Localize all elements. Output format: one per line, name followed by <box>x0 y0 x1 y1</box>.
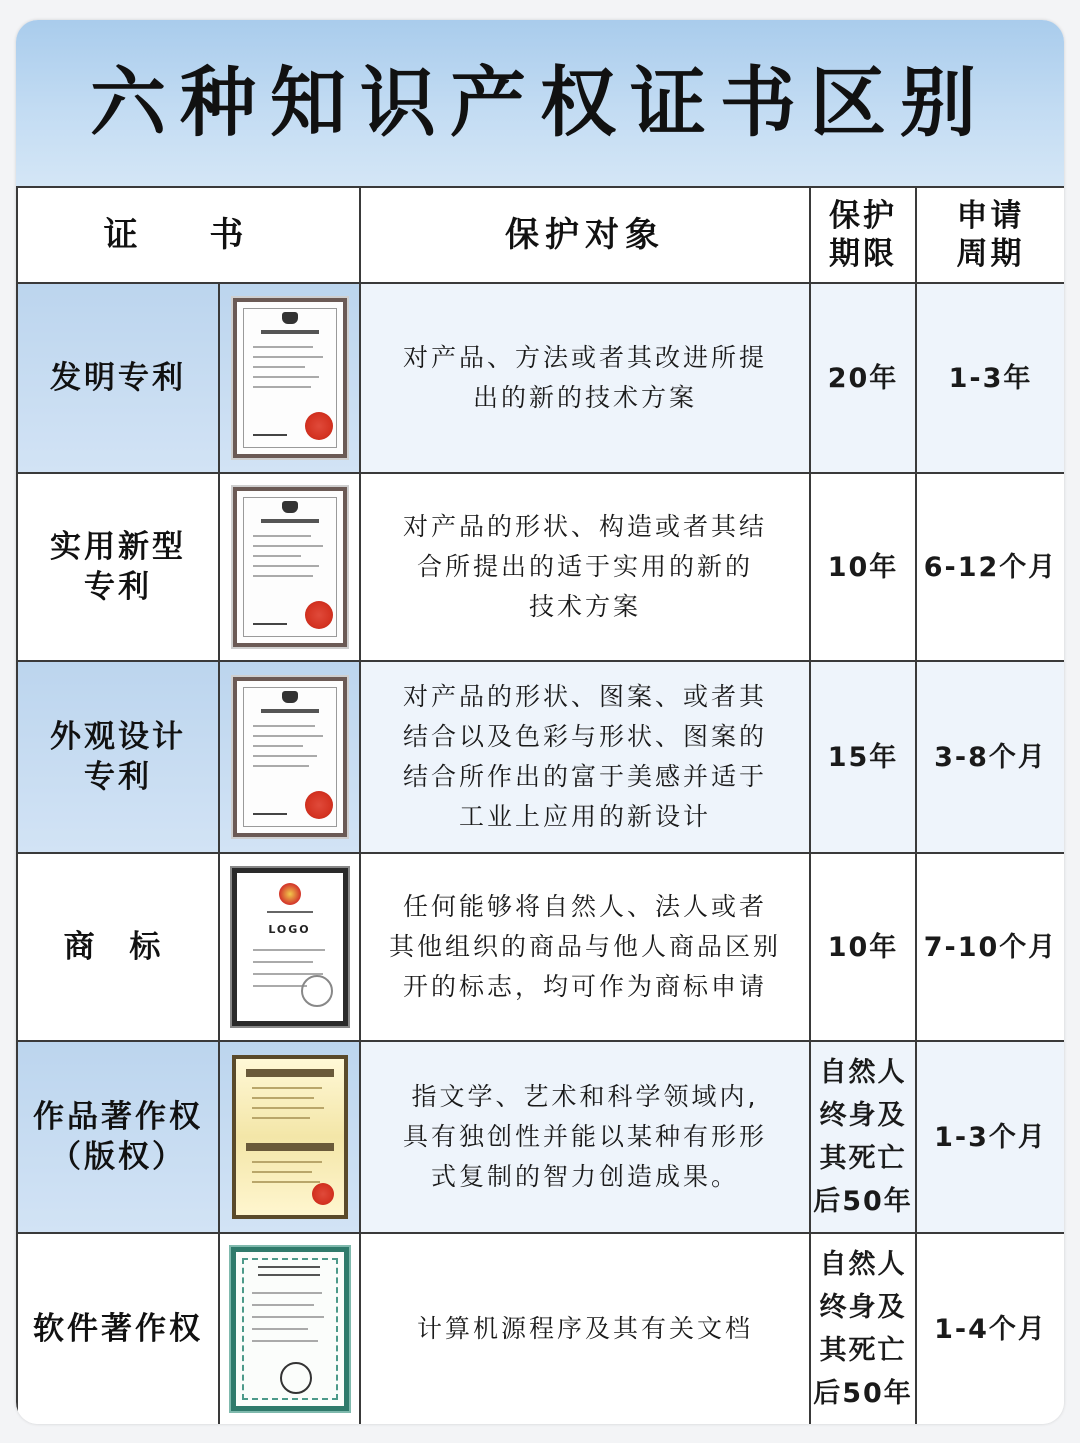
certificate-name-line: 发明专利 <box>50 360 186 396</box>
protection-object-line: 其他组织的商品与他人商品区别 <box>388 932 781 961</box>
header-cycle-line: 周期 <box>956 236 1025 272</box>
certificate-name-line: 实用新型 <box>50 529 186 565</box>
protection-object-line: 式复制的智力创造成果。 <box>430 1162 739 1191</box>
protection-term-line: 10年 <box>827 931 899 963</box>
certificate-name <box>17 1233 219 1424</box>
certificate-name-line: 商 标 <box>63 929 173 965</box>
protection-term-line: 15年 <box>827 741 899 773</box>
protection-object-line: 结合以及色彩与形状、图案的 <box>402 722 767 751</box>
table-row <box>17 473 1064 661</box>
application-cycle <box>916 1233 1064 1424</box>
certificate-name-line: 专利 <box>84 759 152 795</box>
comparison-sheet <box>16 20 1064 1424</box>
protection-object-line: 结合所作出的富于美感并适于 <box>402 762 767 791</box>
protection-object-line: 对产品的形状、图案、或者其 <box>402 682 767 711</box>
protection-object-line: 对产品的形状、构造或者其结 <box>402 512 767 541</box>
protection-object <box>360 283 810 473</box>
protection-object <box>360 1233 810 1424</box>
application-cycle <box>916 853 1064 1041</box>
application-cycle-line: 1-3年 <box>948 362 1033 394</box>
table-row <box>17 283 1064 473</box>
application-cycle-line: 6-12个月 <box>923 551 1058 583</box>
certificate-name <box>17 283 219 473</box>
certificate-name <box>17 473 219 661</box>
table-row <box>17 1041 1064 1233</box>
protection-object-line: 工业上应用的新设计 <box>458 802 711 831</box>
application-cycle-line: 3-8个月 <box>934 741 1047 773</box>
protection-object-line: 合所提出的适于实用的新的 <box>416 552 753 581</box>
application-cycle <box>916 661 1064 853</box>
design-patent-certificate-icon <box>233 677 347 837</box>
header-certificate: 证 书 <box>17 187 360 283</box>
page-title: 六种知识产权证书区别 <box>90 58 990 147</box>
certificate-name-line: 外观设计 <box>50 719 186 755</box>
protection-term-line: 20年 <box>827 362 899 394</box>
protection-term-line: 自然人 <box>819 1249 907 1280</box>
header-protection-object: 保护对象 <box>360 187 810 283</box>
certificate-name <box>17 853 219 1041</box>
certificate-name <box>17 661 219 853</box>
protection-object-line: 指文学、艺术和科学领域内, <box>411 1082 759 1111</box>
application-cycle-line: 1-4个月 <box>934 1313 1047 1345</box>
invention-patent-certificate-icon <box>233 298 347 458</box>
software-copyright-certificate-icon <box>231 1247 349 1411</box>
protection-object-line: 任何能够将自然人、法人或者 <box>402 892 767 921</box>
certificate-name-line: 软件著作权 <box>33 1311 203 1347</box>
protection-object-line: 具有独创性并能以某种有形形 <box>402 1122 767 1151</box>
certificate-image-cell <box>219 1041 360 1233</box>
protection-term-line: 后50年 <box>813 1378 913 1409</box>
trademark-logo-text: LOGO <box>268 923 311 936</box>
utility-model-certificate-icon <box>233 487 347 647</box>
protection-term-line: 后50年 <box>813 1186 913 1217</box>
header-term-line: 期限 <box>829 236 897 272</box>
application-cycle <box>916 473 1064 661</box>
protection-object-line: 对产品、方法或者其改进所提 <box>402 343 767 372</box>
protection-object-line: 计算机源程序及其有关文档 <box>416 1314 753 1343</box>
protection-term <box>810 661 916 853</box>
certificate-name-line: 专利 <box>84 569 152 605</box>
protection-term-line: 终身及 <box>819 1100 907 1131</box>
certificate-image-cell <box>219 473 360 661</box>
certificate-image-cell <box>219 283 360 473</box>
certificate-name-line: 作品著作权 <box>33 1099 203 1135</box>
table-row <box>17 1233 1064 1424</box>
application-cycle <box>916 283 1064 473</box>
certificate-image-cell <box>219 1233 360 1424</box>
certificate-image-cell <box>219 853 360 1041</box>
protection-term-line: 其死亡 <box>819 1335 907 1366</box>
copyright-certificate-icon <box>232 1055 348 1219</box>
table-row <box>17 661 1064 853</box>
protection-term-line: 自然人 <box>819 1057 907 1088</box>
protection-object <box>360 661 810 853</box>
protection-term <box>810 1233 916 1424</box>
protection-term <box>810 1041 916 1233</box>
application-cycle <box>916 1041 1064 1233</box>
header-cycle <box>916 187 1064 283</box>
certificate-name <box>17 1041 219 1233</box>
protection-term <box>810 853 916 1041</box>
protection-term-line: 其死亡 <box>819 1143 907 1174</box>
comparison-table <box>16 186 1064 1424</box>
protection-object <box>360 473 810 661</box>
protection-object-line: 出的新的技术方案 <box>472 383 697 412</box>
title-banner <box>16 20 1064 186</box>
protection-term <box>810 283 916 473</box>
protection-object <box>360 853 810 1041</box>
protection-term-line: 10年 <box>827 551 899 583</box>
header-term <box>810 187 916 283</box>
protection-term <box>810 473 916 661</box>
trademark-certificate-icon <box>232 868 348 1026</box>
protection-object-line: 开的标志，均可作为商标申请 <box>402 972 767 1001</box>
protection-object-line: 技术方案 <box>528 592 641 621</box>
certificate-name-line: （版权） <box>50 1139 186 1175</box>
application-cycle-line: 7-10个月 <box>923 931 1058 963</box>
application-cycle-line: 1-3个月 <box>934 1121 1047 1153</box>
table-row <box>17 853 1064 1041</box>
protection-object <box>360 1041 810 1233</box>
header-cycle-line: 申请 <box>956 198 1025 234</box>
certificate-image-cell <box>219 661 360 853</box>
protection-term-line: 终身及 <box>819 1292 907 1323</box>
table-header-row <box>17 187 1064 283</box>
header-term-line: 保护 <box>829 198 897 234</box>
